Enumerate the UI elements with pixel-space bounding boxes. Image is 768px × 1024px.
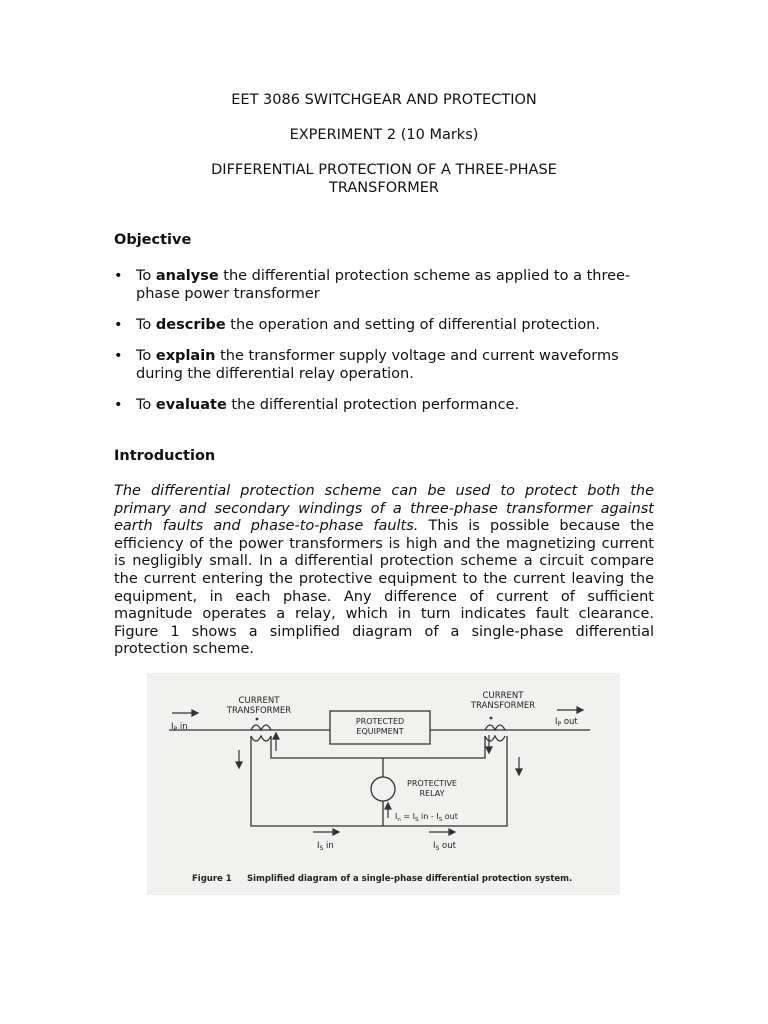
experiment-title: EXPERIMENT 2 (10 Marks) [289,127,479,143]
bullet-icon: • [114,317,123,333]
ct-left-label-line2: TRANSFORMER [226,706,292,716]
differential-protection-diagram [147,673,620,895]
is-out-label: $I_S$ out [433,841,456,852]
ct-right-label-line1: CURRENT [482,691,524,701]
relay-label-line2: RELAY [419,789,445,798]
bullet-icon: • [114,397,123,413]
figure-caption-label: Figure 1 [192,874,232,884]
ct-left-label-line1: CURRENT [238,696,280,706]
document-title-line2: TRANSFORMER [329,180,439,196]
figure-caption-text: Simplified diagram of a single-phase differential protection system. [247,874,573,884]
ct-polarity-dot [490,717,493,720]
objective-heading: Objective [114,232,192,248]
ip-out-label: $I_P$ out [555,717,578,728]
introduction-heading: Introduction [114,448,216,464]
bullet-icon: • [114,348,123,364]
introduction-paragraph: The differential protection scheme can be used to protect both the primary and secondary windings of a three-phase transformer against earth faults and phase-to-phase faults. This is possible because the efficiency of the power transformers is high and the magnetizing current is negligibly small. In a differential protection scheme a circuit compare the current entering the protective equipment to the current leaving the equipment, in each phase. Any difference of current of sufficient magnitude operates a relay, which in turn indicates fault clearance. Figure 1 shows a simplified diagram of a single-phase differential protection scheme. [114,483,654,658]
list-item: • To analyse the differential protection scheme as applied to a three-phase power transformer [114,268,631,302]
ct-polarity-dot [256,718,259,721]
equipment-label-line2: EQUIPMENT [356,727,404,736]
relay-current-equation: $I_n = I_S$ in - $I_S$ out [395,812,458,823]
is-in-label: $I_S$ in [317,841,334,852]
course-title: EET 3086 SWITCHGEAR AND PROTECTION [231,92,537,108]
equipment-label-line1: PROTECTED [355,717,405,726]
ip-in-label: $I_P$ in [171,722,188,733]
bullet-icon: • [114,268,123,284]
list-item: • To evaluate the differential protection performance. [114,397,520,413]
list-item: • To explain the transformer supply voltage and current waveforms during the differential relay operation. [114,348,619,382]
ct-right-label-line2: TRANSFORMER [470,701,536,711]
objective-list [114,267,659,414]
figure-1 [147,673,620,895]
document-title-line1: DIFFERENTIAL PROTECTION OF A THREE-PHASE [211,162,557,178]
relay-label-line1: PROTECTIVE [407,779,457,788]
list-item: • To describe the operation and setting of differential protection. [114,317,601,333]
